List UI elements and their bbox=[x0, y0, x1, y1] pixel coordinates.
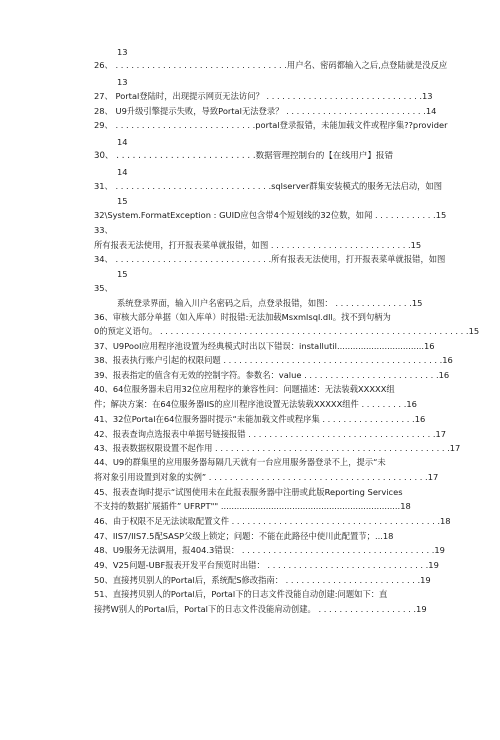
toc-entry-49: 49、V25问题-UBF报表开发平台预览时出错： . . . . . . . . . . . . . . . . . . . . . . . . . . . . . . .19 bbox=[94, 560, 439, 570]
toc-entry-45: 45、报表查询时提示“试图使用未在此报表服务器中注册或此版Reporting Services bbox=[94, 487, 403, 497]
toc-entry-41: 41、32位Portal在64位服务器时提示“未能加载文件或程序集 . . . . . . . . . . . . . . . . . .16 bbox=[94, 414, 426, 424]
toc-entry-28: 28、 U9升级引擎提示失败，导致Portal无法登录？ . . . . . . . . . . . . . . . . . . . . . . . . . . .14 bbox=[94, 106, 437, 116]
toc-entry-46: 46、由于权限不足无法读取配置文件 . . . . . . . . . . . . . . . . . . . . . . . . . . . . . . . . . . . . . . . .18 bbox=[94, 516, 451, 526]
toc-entry-35-number: 35、 bbox=[94, 283, 113, 293]
toc-page-number: 13 bbox=[117, 77, 128, 87]
toc-entry-39: 39、报表指定的值含有无效的控制字符。参数名：value . . . . . . . . . . . . . . . . . . . . . . . . . .16 bbox=[94, 370, 450, 380]
toc-entry-32: 32\System.FormatException : GUID应包含带4个短划线的32位数，如闻 . . . . . . . . . . . .15 bbox=[94, 210, 447, 220]
toc-entry-36: 36、审核大部分单据（如入库单）时报错:无法加载Msxmlsql.dll。找不到句柄为 bbox=[94, 312, 391, 322]
toc-entry-33-number: 33、 bbox=[94, 225, 113, 235]
toc-page-number: 14 bbox=[117, 167, 128, 177]
toc-entry-51: 51、直接拷贝别人的Portal后，Portal下的日志文件没能自动创建:问题如下：直 bbox=[94, 589, 388, 599]
toc-page-number: 14 bbox=[117, 137, 128, 147]
toc-entry-40-cont: 件；解决方案：在64位服务器IIS的应川程序池设置无法装载XXXXX组件 . . . . . . . . .16 bbox=[94, 399, 417, 409]
toc-page-number: 15 bbox=[117, 269, 128, 279]
toc-entry-50: 50、直接拷贝别人的Portal后，系统配S修改指南： . . . . . . . . . . . . . . . . . . . . . . . . . .19 bbox=[94, 575, 431, 585]
toc-entry-33: 所有报表无法使用，打开报表菜单就报错，如图 . . . . . . . . . . . . . . . . . . . . . . . . . . .15 bbox=[94, 240, 422, 250]
toc-page-number: 15 bbox=[117, 196, 128, 206]
toc-entry-47: 47、IIS7/IIS7.5配SASP父级上锁定；问题：不能在此路径中使川此配置节；...18 bbox=[94, 531, 394, 541]
toc-entry-37: 37、U9Pool应用程序池设置为经典模式时出以下错误：installutil.................................16 bbox=[94, 341, 435, 351]
toc-entry-51-cont: 接拷W别人的Portal后，Portal下的日志文件没能肩动创建。 . . . . . . . . . . . . . . . . . . .19 bbox=[94, 604, 427, 614]
toc-page-number: 13 bbox=[117, 47, 128, 57]
toc-entry-36-cont: 0的预定义语句。 . . . . . . . . . . . . . . . . . . . . . . . . . . . . . . . . . . . . . . . . . . . . . . . . . . . . . . . . . . .15 bbox=[94, 326, 480, 336]
toc-entry-31: 31、 . . . . . . . . . . . . . . . . . . . . . . . . . . . . . .sqlserver群集安装模式的服务无法启动，如图 bbox=[94, 181, 443, 191]
toc-entry-44-cont: 将对象引用设置到对象的实例” . . . . . . . . . . . . . . . . . . . . . . . . . . . . . . . . . . . . . . . . . .17 bbox=[94, 472, 439, 482]
toc-entry-42: 42、报表查询点选报表中单据号链接报错 . . . . . . . . . . . . . . . . . . . . . . . . . . . . . . . . . . . .17 bbox=[94, 429, 447, 439]
toc-entry-43: 43、报表数据权限设置不起作用 . . . . . . . . . . . . . . . . . . . . . . . . . . . . . . . . . . . . . . . . . . . . .17 bbox=[94, 443, 461, 453]
toc-entry-27: 27、 Portal登陆时，出现提示网页无法访问？ . . . . . . . . . . . . . . . . . . . . . . . . . . . . . .13 bbox=[94, 91, 433, 101]
toc-entry-29: 29、 . . . . . . . . . . . . . . . . . . . . . . . . . . .portal登录报错，未能加载文件或程序集??provider bbox=[94, 120, 448, 130]
toc-entry-48: 48、U9服务无法调用，报404.3错误： . . . . . . . . . . . . . . . . . . . . . . . . . . . . . . . . . . . . .19 bbox=[94, 545, 445, 555]
toc-entry-34: 34、 . . . . . . . . . . . . . . . . . . . . . . . . . . . . . .所有报表无法使用，打开报表菜单就报错，如图 bbox=[94, 254, 446, 264]
toc-entry-40: 40、64位服务器未启用32位应用程序的兼容性问：问题描述：无法装载XXXXX组 bbox=[94, 384, 395, 394]
toc-entry-45-cont: 不支持的数据扩展插件” UFRPT"" ....................................................................18 bbox=[94, 501, 411, 511]
toc-entry-35: 系统登录界面，输入川户名密码之后，点登录报错，如图： . . . . . . . . . . . . . . .15 bbox=[117, 298, 423, 308]
toc-entry-38: 38、报表执行账户引起的权限问题 . . . . . . . . . . . . . . . . . . . . . . . . . . . . . . . . . . . . . . . . . .16 bbox=[94, 355, 453, 365]
toc-entry-30: 30、 . . . . . . . . . . . . . . . . . . . . . . . . . .数据管理控制台的【在线用户】报错 bbox=[94, 151, 394, 161]
toc-entry-26: 26、 . . . . . . . . . . . . . . . . . . . . . . . . . . . . . . . . .用户名、密码都输入之后,点登陆就是没反应 bbox=[94, 60, 448, 70]
toc-entry-44: 44、U9的群集里的应用服务器每隔几天就有一台应用服务器登录不上，提示“未 bbox=[94, 457, 386, 467]
